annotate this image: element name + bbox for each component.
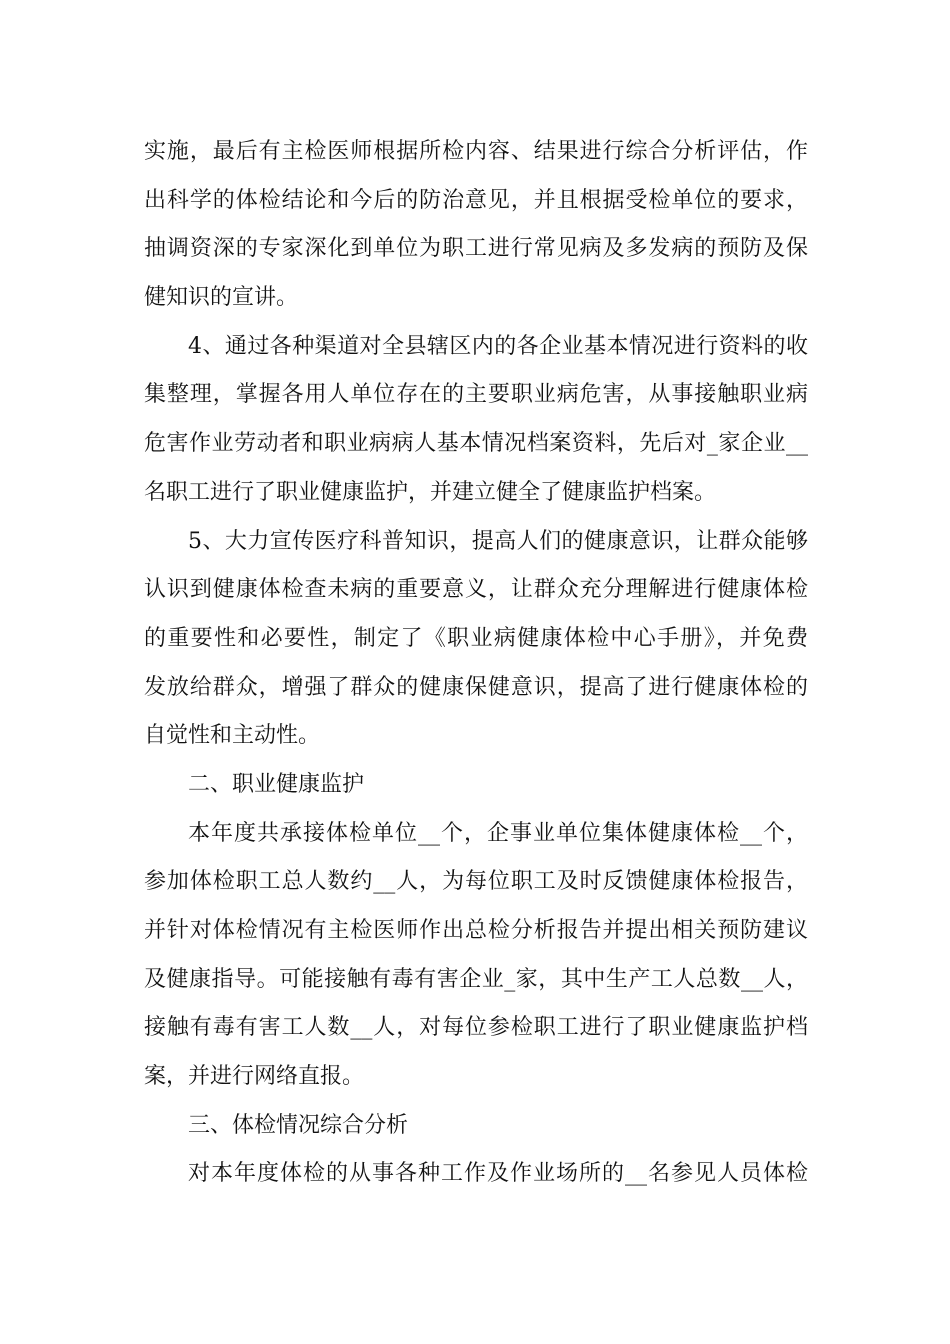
paragraph-line-first: 4、通过各种渠道对全县辖区内的各企业基本情况进行资料的收 xyxy=(188,333,808,359)
paragraph-line-last: 名职工进行了职业健康监护，并建立健全了健康监护档案。 xyxy=(144,479,717,505)
paragraph-line-last: 案，并进行网络直报。 xyxy=(144,1064,365,1090)
document-body xyxy=(144,128,808,1199)
paragraph-line: 危害作业劳动者和职业病病人基本情况档案资料，先后对_家企业__ xyxy=(144,431,808,457)
section-heading: 三、体检情况综合分析 xyxy=(188,1112,409,1138)
paragraph-line-first: 对本年度体检的从事各种工作及作业场所的__名参见人员体检 xyxy=(188,1161,808,1187)
paragraph-line: 并针对体检情况有主检医师作出总检分析报告并提出相关预防建议 xyxy=(144,918,808,943)
paragraph-line: 发放给群众，增强了群众的健康保健意识，提高了进行健康体检的 xyxy=(144,674,808,700)
paragraph-line: 集整理，掌握各用人单位存在的主要职业病危害，从事接触职业病 xyxy=(144,382,808,408)
paragraph-line: 出科学的体检结论和今后的防治意见，并且根据受检单位的要求， xyxy=(144,187,808,213)
paragraph-line: 认识到健康体检查未病的重要意义，让群众充分理解进行健康体检 xyxy=(144,577,808,603)
paragraph-line: 抽调资深的专家深化到单位为职工进行常见病及多发病的预防及保 xyxy=(144,236,808,262)
paragraph-line: 的重要性和必要性，制定了《职业病健康体检中心手册》，并免费 xyxy=(144,625,808,651)
paragraph-line-first: 5、大力宣传医疗科普知识，提高人们的健康意识，让群众能够 xyxy=(188,528,808,554)
paragraph-line-last: 自觉性和主动性。 xyxy=(144,723,321,749)
paragraph-line: 及健康指导。可能接触有毒有害企业_家，其中生产工人总数__人， xyxy=(144,966,808,992)
paragraph-line-first: 本年度共承接体检单位__个，企事业单位集体健康体检__个， xyxy=(188,820,808,846)
paragraph-line: 实施，最后有主检医师根据所检内容、结果进行综合分析评估，作 xyxy=(144,139,808,164)
paragraph-line: 参加体检职工总人数约__人，为每位职工及时反馈健康体检报告， xyxy=(144,869,808,895)
paragraph-line-last: 健知识的宣讲。 xyxy=(144,285,299,311)
paragraph-line: 接触有毒有害工人数__人，对每位参检职工进行了职业健康监护档 xyxy=(144,1015,808,1041)
section-heading: 二、职业健康监护 xyxy=(188,771,365,797)
